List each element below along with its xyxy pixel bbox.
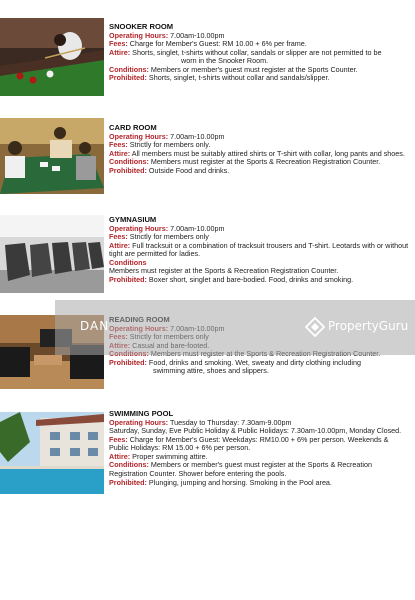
row-text: Tuesday to Thursday: 7.30am-9.00pm xyxy=(168,417,292,427)
row-text: Proper swimming attire. xyxy=(130,451,208,461)
section-title: GYMNASIUM xyxy=(109,215,157,224)
row-label: Conditions: xyxy=(109,157,149,167)
row-label: Prohibited: xyxy=(109,357,147,367)
row-label: Fees: xyxy=(109,434,128,444)
row-text: Strictly for members only xyxy=(127,232,209,242)
row-text: Shorts, singlet, t-shirts without collar and sandals/slipper. xyxy=(146,73,330,83)
row-text: Members must register at the Sports & Recreation Registration Counter. xyxy=(109,266,339,276)
gymnasium-details xyxy=(109,215,409,285)
row-label: Prohibited: xyxy=(109,165,147,175)
conditions-row xyxy=(109,461,409,478)
row-text: Members must register at the Sports & Recreation Registration Counter. xyxy=(148,157,381,167)
row-label: Conditions: xyxy=(109,64,149,74)
watermark-left-text: DAN xyxy=(80,319,110,333)
row-label: Fees: xyxy=(109,140,128,150)
prohibited-row xyxy=(109,167,409,176)
row-label: Conditions: xyxy=(109,460,149,470)
swimming-pool-photo xyxy=(0,412,104,494)
row-text: Shorts, singlet, t-shirts without collar, sandals or slipper are not permitted to be xyxy=(130,47,382,57)
card-room-details xyxy=(109,123,409,175)
row-label: Prohibited: xyxy=(109,477,147,487)
attire-row xyxy=(109,242,409,259)
row-text: Members or member's guest must register at the Sports & Recreation Registration Counter. Shower before entering the pools. xyxy=(109,460,372,479)
row-label: Fees: xyxy=(109,232,128,242)
prohibited-row xyxy=(109,74,409,83)
row-text: Saturday, Sunday, Eve Public Holiday & Public Holidays: 7.30am-10.00pm, Monday Closed. xyxy=(109,426,402,436)
row-label: Operating Hours: xyxy=(109,30,169,40)
row-text: Charge for Member's Guest: RM 10.00 + 6% per frame. xyxy=(127,39,307,49)
row-text: 7.00am-10.00pm xyxy=(168,131,225,141)
prohibited-row xyxy=(109,479,409,488)
row-label: Conditions xyxy=(109,257,147,267)
row-text: Outside Food and drinks. xyxy=(146,165,230,175)
prohibited-row-continued: swimming attire, shoes and slippers. xyxy=(153,366,269,376)
row-label: Fees: xyxy=(109,39,128,49)
row-text: Food, drinks and smoking. Wet, sweaty and dirty clothing including xyxy=(146,357,361,367)
row-label: Attire: xyxy=(109,240,131,250)
row-label: Attire: xyxy=(109,47,131,57)
card-room-photo xyxy=(0,118,104,194)
propertyguru-watermark xyxy=(55,300,415,355)
row-text: Plunging, jumping and horsing. Smoking in the Pool area. xyxy=(146,477,332,487)
row-text: 7.00am-10.00pm xyxy=(168,30,225,40)
watermark-brand-text: PropertyGuru xyxy=(328,319,409,333)
prohibited-row xyxy=(109,276,409,285)
row-text: Full tracksuit or a combination of tracksuit trousers and T-shirt. Leotards with or without tight are permitted for ladies. xyxy=(109,240,409,259)
section-title: SWIMMING POOL xyxy=(109,409,174,418)
snooker-room-photo xyxy=(0,18,104,96)
row-label: Operating Hours: xyxy=(109,131,169,141)
section-title: SNOOKER ROOM xyxy=(109,22,174,31)
row-label: Operating Hours: xyxy=(109,223,169,233)
row-text: 7.00am-10.00pm xyxy=(168,223,225,233)
row-text: All members must be suitably attired shirts or T-shirt with collar, long pants and shoes. xyxy=(130,148,405,158)
attire-row-continued: worn in the Snooker Room. xyxy=(181,56,269,66)
swimming-pool-details xyxy=(109,409,409,487)
row-label: Prohibited: xyxy=(109,73,147,83)
row-text: Strictly for members only. xyxy=(127,140,211,150)
row-label: Operating Hours: xyxy=(109,417,169,427)
gymnasium-photo xyxy=(0,215,104,293)
row-label: Attire: xyxy=(109,451,131,461)
row-label: Prohibited: xyxy=(109,275,147,285)
fees-row xyxy=(109,436,409,453)
row-text: Boxer short, singlet and bare-bodied. Food, drinks and smoking. xyxy=(146,275,354,285)
snooker-room-details xyxy=(109,22,409,83)
section-title: CARD ROOM xyxy=(109,123,157,132)
propertyguru-logo-icon xyxy=(305,317,325,342)
row-text: Members or member's guest must register at the Sports Counter. xyxy=(148,64,358,74)
row-label: Attire: xyxy=(109,148,131,158)
row-text: Charge for Member's Guest: Weekdays: RM10.00 + 6% per person. Weekends & Public Holidays: RM 15.00 + 6% per person. xyxy=(109,434,389,453)
